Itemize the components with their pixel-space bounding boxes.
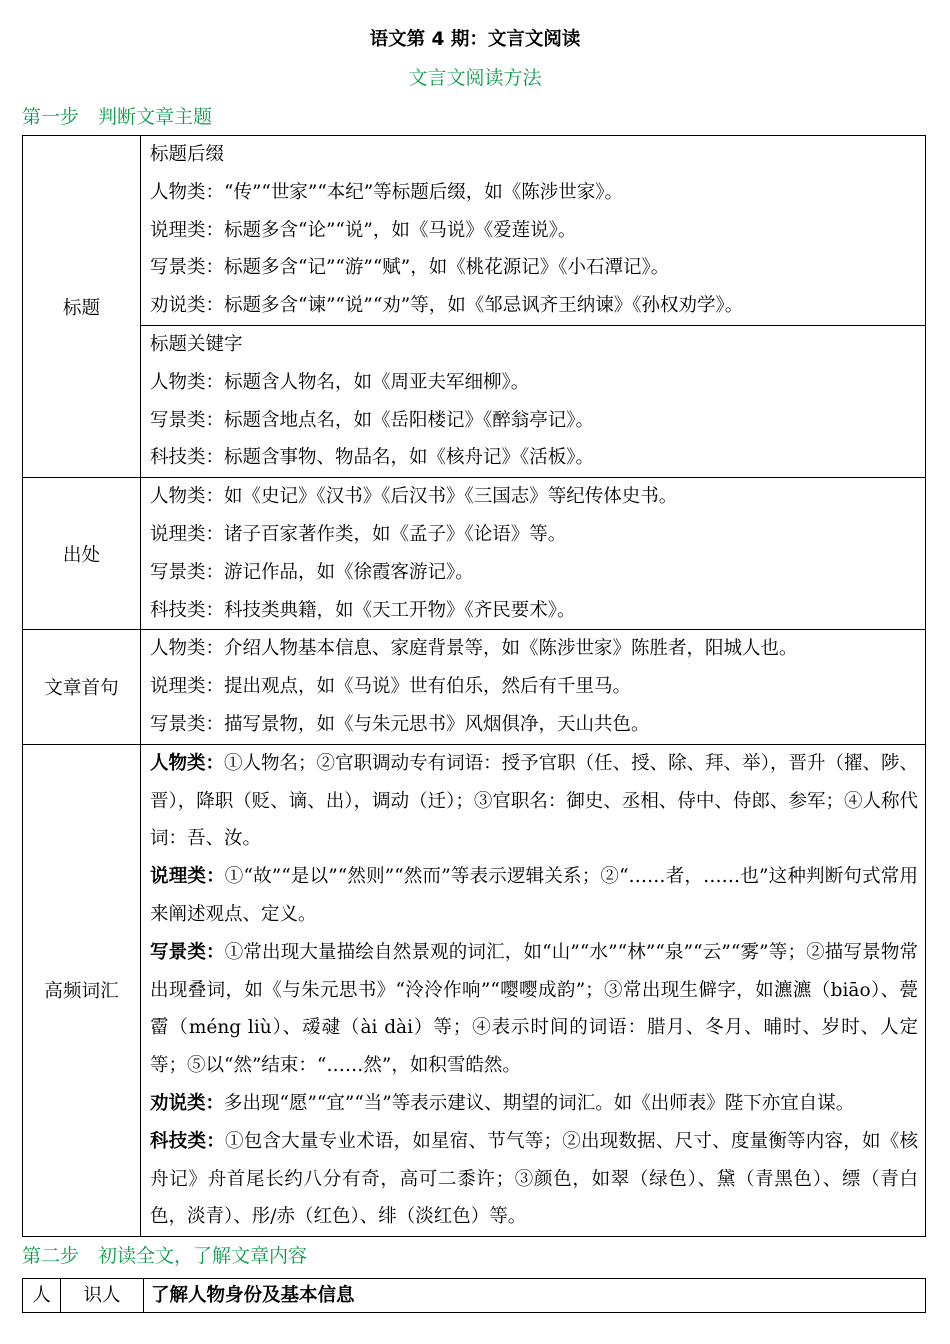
- vocab-category-label: 写景类：: [150, 941, 225, 963]
- vocab-description: 多出现“愿”“宜”“当”等表示建议、期望的词汇。如《出师表》陛下亦宜自谋。: [224, 1092, 855, 1114]
- table-row-source: [23, 478, 926, 630]
- reading-content-table: [22, 1278, 926, 1313]
- method-cell: 识人: [61, 1279, 144, 1313]
- source-cell: [141, 478, 926, 630]
- title-suffix-cell: [141, 136, 926, 326]
- list-item: 说理类：标题多含“论”“说”，如《马说》《爱莲说》。: [150, 219, 577, 241]
- vocab-description: ①常出现大量描绘自然景观的词汇，如“山”“水”“林”“泉”“云”“雾”等；②描写景物常出现叠词，如《与朱元思书》“泠泠作响”“嘤嘤成韵”；③常出现生僻字，如瀌瀌（biāo）、甍霤（méng liù）、叆叇（ài dài）等；④表示时间的词语：腊月、冬月、晡时、岁时、人定等；⑤以“然”结束：“……然”，如积雪皓然。: [150, 941, 918, 1077]
- vocab-category-label: 人物类：: [150, 752, 225, 774]
- step-two-heading: 第二步 初读全文，了解文章内容: [22, 1245, 308, 1268]
- vocab-category-label: 劝说类：: [150, 1092, 225, 1114]
- list-item: 人物类：标题含人物名，如《周亚夫军细柳》。: [150, 371, 530, 393]
- list-item: 人物类：“传”“世家”“本纪”等标题后缀，如《陈涉世家》。: [150, 181, 623, 203]
- title-keyword-cell: [141, 325, 926, 477]
- list-item: 科技类：标题含事物、物品名，如《核舟记》《活板》。: [150, 447, 595, 469]
- vocab-description: ①人物名；②官职调动专有词语：授予官职（任、授、除、拜、举），晋升（擢、陟、晋），降职（贬、谪、出），调动（迁）；③官职名：御史、丞相、侍中、侍郎、参军；④人称代词：吾、汝。: [150, 752, 918, 850]
- description-cell: 了解人物身份及基本信息: [144, 1279, 926, 1313]
- list-item: 写景类：标题含地点名，如《岳阳楼记》《醉翁亭记》。: [150, 409, 595, 431]
- vocab-item-persuasion: [150, 1085, 918, 1123]
- document-title: 语文第 4 期：文言文阅读: [369, 29, 581, 50]
- vocab-item-technology: [150, 1123, 918, 1236]
- vocab-item-scenery: [150, 934, 918, 1085]
- list-item: 科技类：科技类典籍，如《天工开物》《齐民要术》。: [150, 599, 576, 621]
- vocab-description: ①包含大量专业术语，如星宿、节气等；②出现数据、尺寸、度量衡等内容，如《核舟记》舟首尾长约八分有奇，高可二黍许；③颜色，如翠（绿色）、黛（青黑色）、缥（青白色，淡青）、彤/赤（红色）、绯（淡红色）等。: [150, 1130, 918, 1228]
- vocab-item-reasoning: [150, 858, 918, 934]
- list-item: 人物类：如《史记》《汉书》《后汉书》《三国志》等纪传体史书。: [150, 486, 678, 508]
- table-row-title-suffix: [23, 136, 926, 326]
- list-item: 写景类：描写景物，如《与朱元思书》风烟俱净，天山共色。: [150, 713, 650, 735]
- list-item: 写景类：标题多含“记”“游”“赋”，如《桃花源记》《小石潭记》。: [150, 257, 670, 279]
- table-row-vocabulary: [23, 744, 926, 1236]
- table-row-title-keyword: [23, 325, 926, 477]
- row-label-vocabulary: 高频词汇: [23, 744, 141, 1236]
- theme-judgment-table: [22, 135, 926, 1237]
- table-row: [23, 1279, 926, 1313]
- list-item: 人物类：介绍人物基本信息、家庭背景等，如《陈涉世家》陈胜者，阳城人也。: [150, 638, 798, 660]
- section-title: 文言文阅读方法: [408, 67, 542, 89]
- table-row-first-sentence: [23, 630, 926, 744]
- document-body: [22, 105, 926, 1313]
- vocab-category-label: 科技类：: [150, 1130, 225, 1152]
- list-item: 说理类：提出观点，如《马说》世有伯乐，然后有千里马。: [150, 676, 632, 698]
- step-one-heading: 第一步 判断文章主题: [22, 106, 213, 128]
- list-item: 写景类：游记作品，如《徐霞客游记》。: [150, 561, 474, 583]
- list-item: 说理类：诸子百家著作类，如《孟子》《论语》等。: [150, 523, 567, 545]
- vocab-item-people: [150, 745, 918, 858]
- first-sentence-cell: [141, 630, 926, 744]
- row-label-first-sentence: 文章首句: [23, 630, 141, 744]
- subject-cell: 人: [23, 1279, 61, 1313]
- list-item: 劝说类：标题多含“谏”“说”“劝”等，如《邹忌讽齐王纳谏》《孙权劝学》。: [150, 295, 744, 317]
- vocab-category-label: 说理类：: [150, 866, 225, 888]
- vocab-description: ①“故”“是以”“然则”“然而”等表示逻辑关系；②“……者，……也”这种判断句式常用来阐述观点、定义。: [150, 866, 918, 925]
- title-suffix-heading: 标题后缀: [150, 144, 225, 165]
- row-label-source: 出处: [23, 478, 141, 630]
- vocabulary-cell: [141, 744, 926, 1236]
- title-keyword-heading: 标题关键字: [150, 333, 243, 355]
- row-label-title: 标题: [23, 136, 141, 478]
